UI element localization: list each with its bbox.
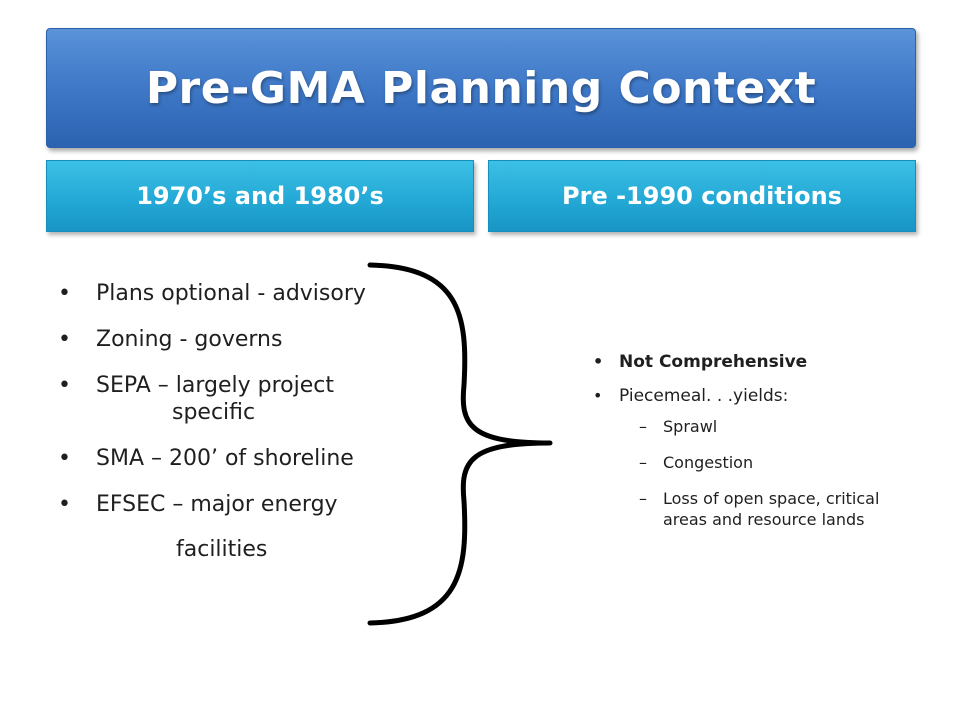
dash-icon: – xyxy=(639,489,647,508)
list-item xyxy=(593,384,893,530)
left-column-header xyxy=(46,160,474,232)
list-item-text: Piecemeal. . .yields: xyxy=(619,386,789,406)
bullet-icon: • xyxy=(58,492,71,517)
list-item-text: Zoning - governs xyxy=(96,327,283,352)
bullet-icon: • xyxy=(58,281,71,306)
title-banner xyxy=(46,28,916,148)
slide-title: Pre-GMA Planning Context xyxy=(145,62,817,114)
bullet-icon: • xyxy=(58,373,71,398)
list-item xyxy=(593,350,893,374)
list-item-text: SMA – 200’ of shoreline xyxy=(96,446,354,471)
dash-icon: – xyxy=(639,417,647,436)
list-item-continuation: facilities xyxy=(176,537,268,562)
curly-brace-icon xyxy=(360,255,560,635)
list-item-text: Not Comprehensive xyxy=(619,352,808,372)
list-item-text: SEPA – largely project xyxy=(96,373,334,398)
sub-bullet-list xyxy=(629,416,893,530)
sub-list-item xyxy=(629,452,893,473)
right-column-header xyxy=(488,160,916,232)
sub-list-item xyxy=(629,416,893,437)
left-column-header-label: 1970’s and 1980’s xyxy=(136,182,384,210)
list-item-text: Plans optional - advisory xyxy=(96,281,366,306)
list-item-text: EFSEC – major energy xyxy=(96,492,338,517)
sub-list-item-text: Loss of open space, critical areas and resource lands xyxy=(663,489,880,529)
bullet-icon: • xyxy=(58,446,71,471)
list-item-continuation: specific xyxy=(172,400,256,425)
sub-list-item xyxy=(629,488,893,530)
sub-list-item-text: Congestion xyxy=(663,453,754,472)
bullet-icon: • xyxy=(58,327,71,352)
right-column-header-label: Pre -1990 conditions xyxy=(562,182,842,210)
sub-list-item-text: Sprawl xyxy=(663,417,718,436)
right-bullet-list xyxy=(593,350,893,545)
dash-icon: – xyxy=(639,453,647,472)
bullet-icon: • xyxy=(593,386,603,405)
bullet-icon: • xyxy=(593,352,604,371)
